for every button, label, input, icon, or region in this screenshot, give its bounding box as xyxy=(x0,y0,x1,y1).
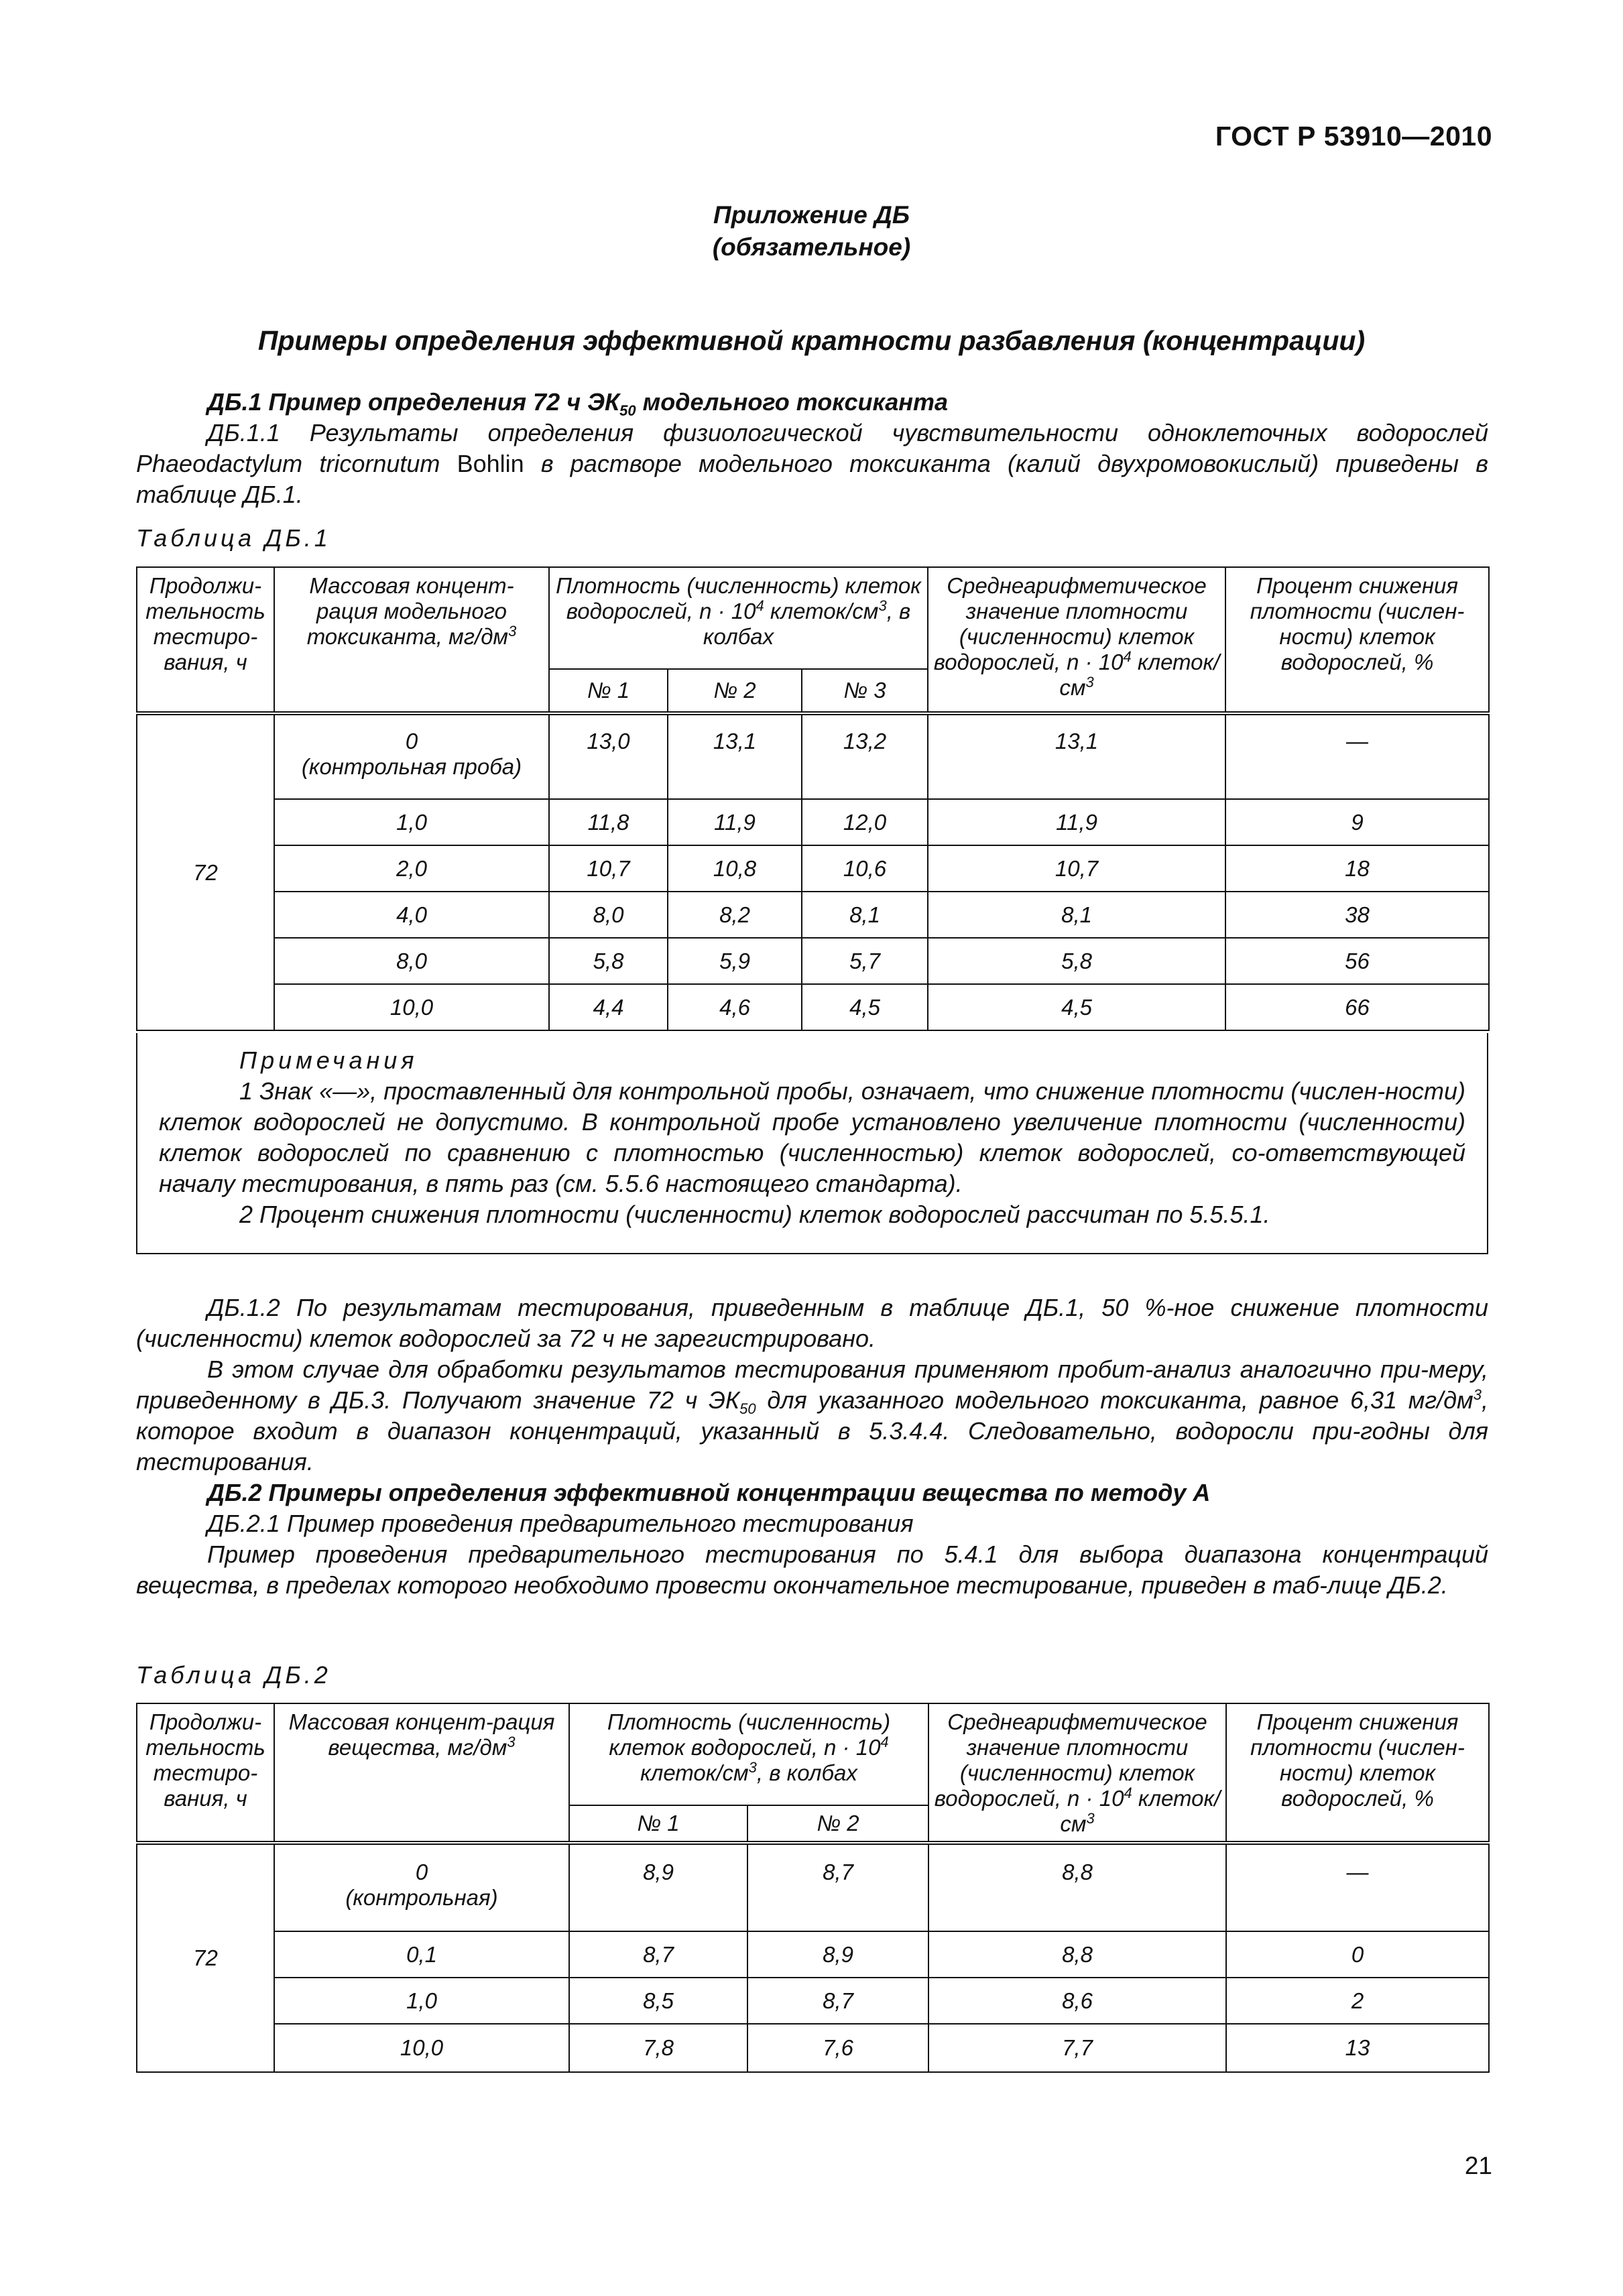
annex-title: Приложение ДБ xyxy=(713,201,910,229)
t1-cell: 10,7 xyxy=(549,845,668,892)
t1-cell: 13,1 xyxy=(668,713,802,799)
t1-header-mean: Среднеарифметическое значение плотности (численности) клеток водорослей, $n \cdot 10^4$ клеток/$см^3$ xyxy=(928,567,1225,713)
table-row xyxy=(137,1931,1489,1978)
t1-cell: 56 xyxy=(1225,938,1489,984)
table1-notes xyxy=(136,1033,1488,1254)
t2-header-duration: Продолжи-тельность тестиро-вания, ч xyxy=(137,1703,274,1843)
t1-cell: 4,6 xyxy=(668,984,802,1030)
t1-cell: 13,2 xyxy=(802,713,928,799)
t2-cell: 2 xyxy=(1226,1978,1489,2024)
t1-header-flask-3: № 3 xyxy=(802,669,928,713)
t2-cell: 8,8 xyxy=(928,1931,1226,1978)
t2-cell: 8,7 xyxy=(747,1843,928,1931)
t1-cell: 13,1 xyxy=(928,713,1225,799)
t2-header-density: Плотность (численность) клеток водорослей, $n \cdot 10^4$ клеток/$см^3$, в колбах xyxy=(569,1703,928,1805)
note-1: 1 Знак «—», проставленный для контрольной пробы, означает, что снижение плотности (числен-ности) клеток водорослей не допустимо. В контрольной пробе установлено увеличение плотности (численности) клеток водорослей по сравнению с плотностью (численностью) клеток водорослей, со-ответствующей началу тестирования, в пять раз (см. 5.5.6 настоящего стандарта). xyxy=(159,1077,1465,1197)
t1-cell: 66 xyxy=(1225,984,1489,1030)
t1-cell: 13,0 xyxy=(549,713,668,799)
note-2: 2 Процент снижения плотности (численности) клеток водорослей рассчитан по 5.5.5.1. xyxy=(239,1201,1270,1228)
t1-header-concentration: Массовая концент-рация модельного токсиканта, $мг/дм^3$ xyxy=(274,567,549,713)
table1-caption: Таблица ДБ.1 xyxy=(136,524,331,552)
t2-cell: 8,7 xyxy=(747,1978,928,2024)
t2-cell: 0 xyxy=(1226,1931,1489,1978)
t2-cell-conc: 10,0 xyxy=(274,2024,569,2072)
t1-cell: 12,0 xyxy=(802,799,928,845)
t1-cell: 8,2 xyxy=(668,892,802,938)
table-row xyxy=(137,799,1489,845)
t2-cell: — xyxy=(1226,1843,1489,1931)
t2-cell: 8,7 xyxy=(569,1931,747,1978)
t2-cell: 8,9 xyxy=(747,1931,928,1978)
t2-header-flask-1: № 1 xyxy=(569,1805,747,1843)
t2-duration: 72 xyxy=(137,1843,274,2072)
t1-cell-conc: 8,0 xyxy=(274,938,549,984)
section-db1 xyxy=(136,387,1488,510)
t2-header-mean: Среднеарифметическое значение плотности (численности) клеток водорослей, $n \cdot 10^4$ клеток/$см^3$ xyxy=(928,1703,1226,1843)
table-row xyxy=(137,984,1489,1030)
t2-cell: 7,8 xyxy=(569,2024,747,2072)
page-number: 21 xyxy=(1464,2152,1492,2179)
t2-cell: 8,6 xyxy=(928,1978,1226,2024)
table-row xyxy=(137,2024,1489,2072)
t1-header-density: Плотность (численность) клеток водорослей, $n \cdot 10^4$ клеток/$см^3$, в колбах xyxy=(549,567,928,669)
t1-cell: 11,9 xyxy=(668,799,802,845)
section-db12 xyxy=(136,1292,1488,1601)
section-db21-paragraph: Пример проведения предварительного тестирования по 5.4.1 для выбора диапазона концентраций вещества, в пределах которого необходимо провести окончательное тестирование, приведен в таб-лице ДБ.2. xyxy=(136,1540,1488,1599)
section-db2-heading: ДБ.2 Примеры определения эффективной концентрации вещества по методу А xyxy=(207,1479,1211,1506)
t1-header-percent: Процент снижения плотности (числен-ности) клеток водорослей, % xyxy=(1225,567,1489,713)
t1-cell: 8,1 xyxy=(928,892,1225,938)
table-db1 xyxy=(136,566,1490,1031)
t1-cell: 4,4 xyxy=(549,984,668,1030)
table-row xyxy=(137,938,1489,984)
t1-cell-conc: 4,0 xyxy=(274,892,549,938)
table-row xyxy=(137,892,1489,938)
t1-cell: 18 xyxy=(1225,845,1489,892)
t1-cell-conc: 0 (контрольная проба) xyxy=(274,713,549,799)
table-row xyxy=(137,713,1489,799)
t1-header-flask-2: № 2 xyxy=(668,669,802,713)
section-db12-p1: ДБ.1.2 По результатам тестирования, приведенным в таблице ДБ.1, 50 %-ное снижение плотности (численности) клеток водорослей за 72 ч не зарегистрировано. xyxy=(136,1294,1488,1352)
t1-cell-conc: 1,0 xyxy=(274,799,549,845)
t1-cell: 4,5 xyxy=(928,984,1225,1030)
t1-cell: 11,8 xyxy=(549,799,668,845)
t1-cell: 5,8 xyxy=(549,938,668,984)
t2-cell-conc: 1,0 xyxy=(274,1978,569,2024)
t1-cell: 5,9 xyxy=(668,938,802,984)
t1-cell: 11,9 xyxy=(928,799,1225,845)
t1-cell: 10,6 xyxy=(802,845,928,892)
t1-cell: 4,5 xyxy=(802,984,928,1030)
section-db21-heading: ДБ.2.1 Пример проведения предварительного тестирования xyxy=(207,1510,914,1537)
main-title: Примеры определения эффективной кратности разбавления (концентрации) xyxy=(257,325,1366,356)
standard-code: ГОСТ Р 53910—2010 xyxy=(1215,121,1492,152)
t1-header-duration: Продолжи-тельность тестиро-вания, ч xyxy=(137,567,274,713)
t1-cell: 8,0 xyxy=(549,892,668,938)
table-row xyxy=(137,1843,1489,1931)
t1-header-flask-1: № 1 xyxy=(549,669,668,713)
t1-cell: 5,8 xyxy=(928,938,1225,984)
t1-cell: 10,7 xyxy=(928,845,1225,892)
t2-header-flask-2: № 2 xyxy=(747,1805,928,1843)
t1-cell-conc: 10,0 xyxy=(274,984,549,1030)
section-db11-paragraph: ДБ.1.1 Результаты определения физиологической чувствительности одноклеточных водорослей Phaeodactylum tricornutum Bohlin в растворе модельного токсиканта (калий двухромовокислый) приведены в таблице ДБ.1. xyxy=(136,419,1488,508)
t1-cell: 5,7 xyxy=(802,938,928,984)
table2-caption: Таблица ДБ.2 xyxy=(136,1661,331,1689)
t1-duration: 72 xyxy=(137,713,274,1030)
t2-header-percent: Процент снижения плотности (числен-ности) клеток водорослей, % xyxy=(1226,1703,1489,1843)
t1-cell: 10,8 xyxy=(668,845,802,892)
t1-cell-conc: 2,0 xyxy=(274,845,549,892)
t2-header-concentration: Массовая концент-рация вещества, $мг/дм^3$ xyxy=(274,1703,569,1843)
table-row xyxy=(137,845,1489,892)
t2-cell-conc: 0 (контрольная) xyxy=(274,1843,569,1931)
t2-cell: 7,7 xyxy=(928,2024,1226,2072)
section-db1-heading: ДБ.1 Пример определения 72 ч $ЭК_{50}$ модельного токсиканта xyxy=(207,388,948,420)
t2-cell: 8,8 xyxy=(928,1843,1226,1931)
notes-heading: Примечания xyxy=(239,1046,418,1074)
t1-cell: 9 xyxy=(1225,799,1489,845)
t2-cell-conc: 0,1 xyxy=(274,1931,569,1978)
t2-cell: 8,9 xyxy=(569,1843,747,1931)
table-row xyxy=(137,1978,1489,2024)
annex-status: (обязательное) xyxy=(712,233,911,261)
t2-cell: 8,5 xyxy=(569,1978,747,2024)
table-db2 xyxy=(136,1703,1490,2073)
section-db12-p2: В этом случае для обработки результатов тестирования применяют пробит-анализ аналогично при-меру, приведенному в ДБ.3. Получают значение 72 ч $ЭК_{50}$ для указанного модельного токсиканта, равное 6,31 $мг/дм^3$, которое входит в диапазон концентраций, указанный в 5.3.4.4. Следовательно, водоросли при-годны для тестирования. xyxy=(136,1355,1488,1475)
t1-cell: 8,1 xyxy=(802,892,928,938)
t1-cell: 38 xyxy=(1225,892,1489,938)
t1-cell: — xyxy=(1225,713,1489,799)
t2-cell: 13 xyxy=(1226,2024,1489,2072)
t2-cell: 7,6 xyxy=(747,2024,928,2072)
